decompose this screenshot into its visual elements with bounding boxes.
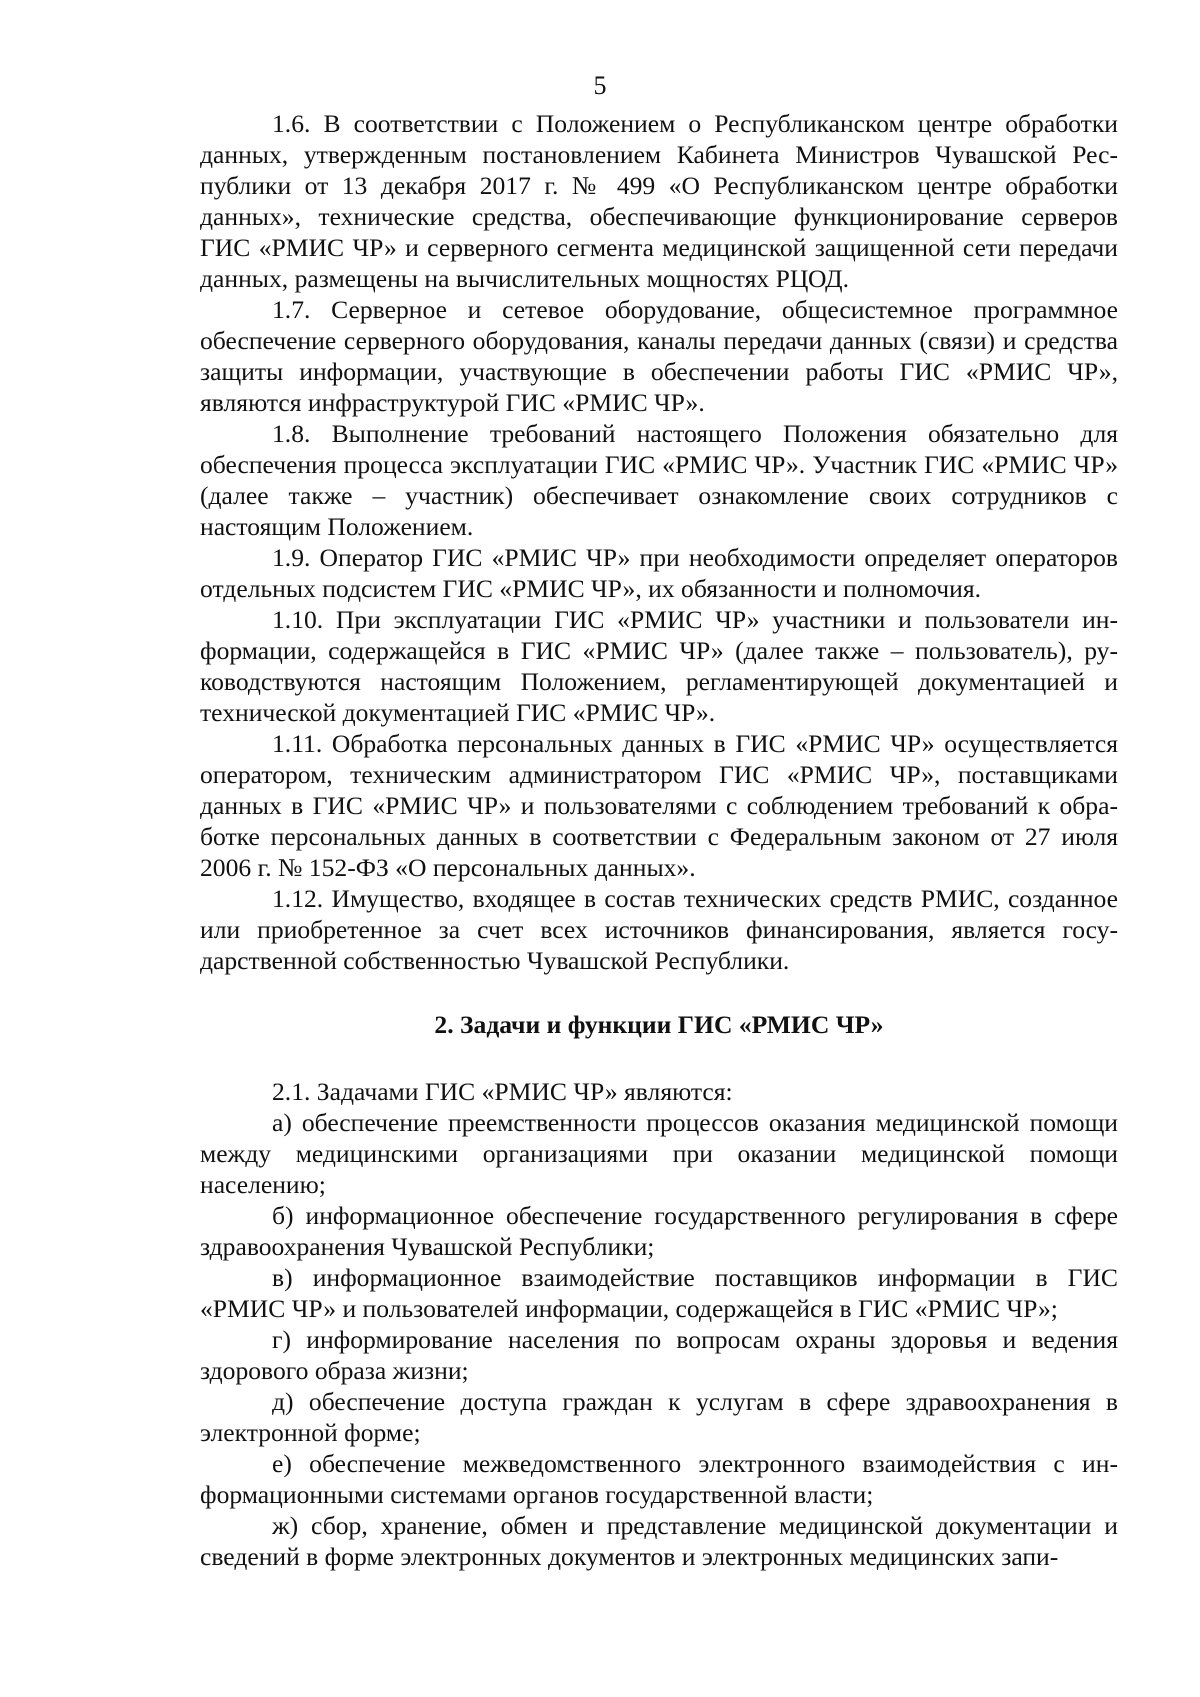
paragraph-1-11: 1.11. Обработка персональных данных в ГИС «РМИС ЧР» осуществляется оператором, техническим администратором ГИС «РМИС ЧР», поставщиками данных в ГИС «РМИС ЧР» и пользователями с соблюдением требований к обработке персональных данных в соответствии с Федеральным законом от 27 июля 2006 г. № 152-ФЗ «О персональных данных». — [200, 729, 1118, 882]
page-number: 5 — [593, 71, 607, 100]
paragraph-1-10: 1.10. При эксплуатации ГИС «РМИС ЧР» участники и пользователи информации, содержащейся в ГИС «РМИС ЧР» (далее также – пользователь), руководствуются настоящим Положением, регламентирующей документацией и технической документацией ГИС «РМИС ЧР». — [200, 605, 1118, 727]
document-body — [200, 108, 1118, 1572]
list-item-b: б) информационное обеспечение государственного регулирования в сфере здравоохранения Чувашской Республики; — [200, 1201, 1118, 1261]
paragraph-2-1: 2.1. Задачами ГИС «РМИС ЧР» являются: — [272, 1077, 733, 1106]
list-item-v: в) информационное взаимодействие поставщиков информации в ГИС «РМИС ЧР» и пользователей информации, содержащейся в ГИС «РМИС ЧР»; — [200, 1263, 1118, 1323]
list-item-g: г) информирование населения по вопросам охраны здоровья и ведения здорового образа жизни; — [200, 1325, 1118, 1385]
section-heading: 2. Задачи и функции ГИС «РМИС ЧР» — [434, 1010, 884, 1039]
paragraph-1-12: 1.12. Имущество, входящее в состав технических средств РМИС, созданное или приобретенное за счет всех источников финансирования, является государственной собственностью Чувашской Республики. — [200, 884, 1118, 975]
paragraph-1-8: 1.8. Выполнение требований настоящего Положения обязательно для обеспечения процесса эксплуатации ГИС «РМИС ЧР». Участник ГИС «РМИС ЧР» (далее также – участник) обеспечивает ознакомление своих сотрудников с настоящим Положением. — [200, 419, 1118, 541]
paragraph-1-9: 1.9. Оператор ГИС «РМИС ЧР» при необходимости определяет операторов отдельных подсистем ГИС «РМИС ЧР», их обязанности и полномочия. — [200, 543, 1118, 603]
list-item-d: д) обеспечение доступа граждан к услугам в сфере здравоохранения в электронной форме; — [200, 1387, 1118, 1447]
paragraph-1-6: 1.6. В соответствии с Положением о Республиканском центре обработки данных, утвержденным постановлением Кабинета Министров Чувашской Республики от 13 декабря 2017 г. № 499 «О Республиканском центре обработки данных», технические средства, обеспечивающие функционирование серверов ГИС «РМИС ЧР» и серверного сегмента медицинской защищенной сети передачи данных, размещены на вычислительных мощностях РЦОД. — [200, 109, 1118, 293]
list-item-zh: ж) сбор, хранение, обмен и представление медицинской документации и сведений в форме электронных документов и электронных медицинских запи- — [200, 1511, 1118, 1571]
list-item-a: а) обеспечение преемственности процессов оказания медицинской помощи между медицинскими организациями при оказании медицинской помощи населению; — [200, 1108, 1118, 1199]
paragraph-1-7: 1.7. Серверное и сетевое оборудование, общесистемное программное обеспечение серверного оборудования, каналы передачи данных (связи) и средства защиты информации, участвующие в обеспечении работы ГИС «РМИС ЧР», являются инфраструктурой ГИС «РМИС ЧР». — [200, 295, 1118, 417]
list-item-e: е) обеспечение межведомственного электронного взаимодействия с информационными системами органов государственной власти; — [200, 1449, 1118, 1509]
